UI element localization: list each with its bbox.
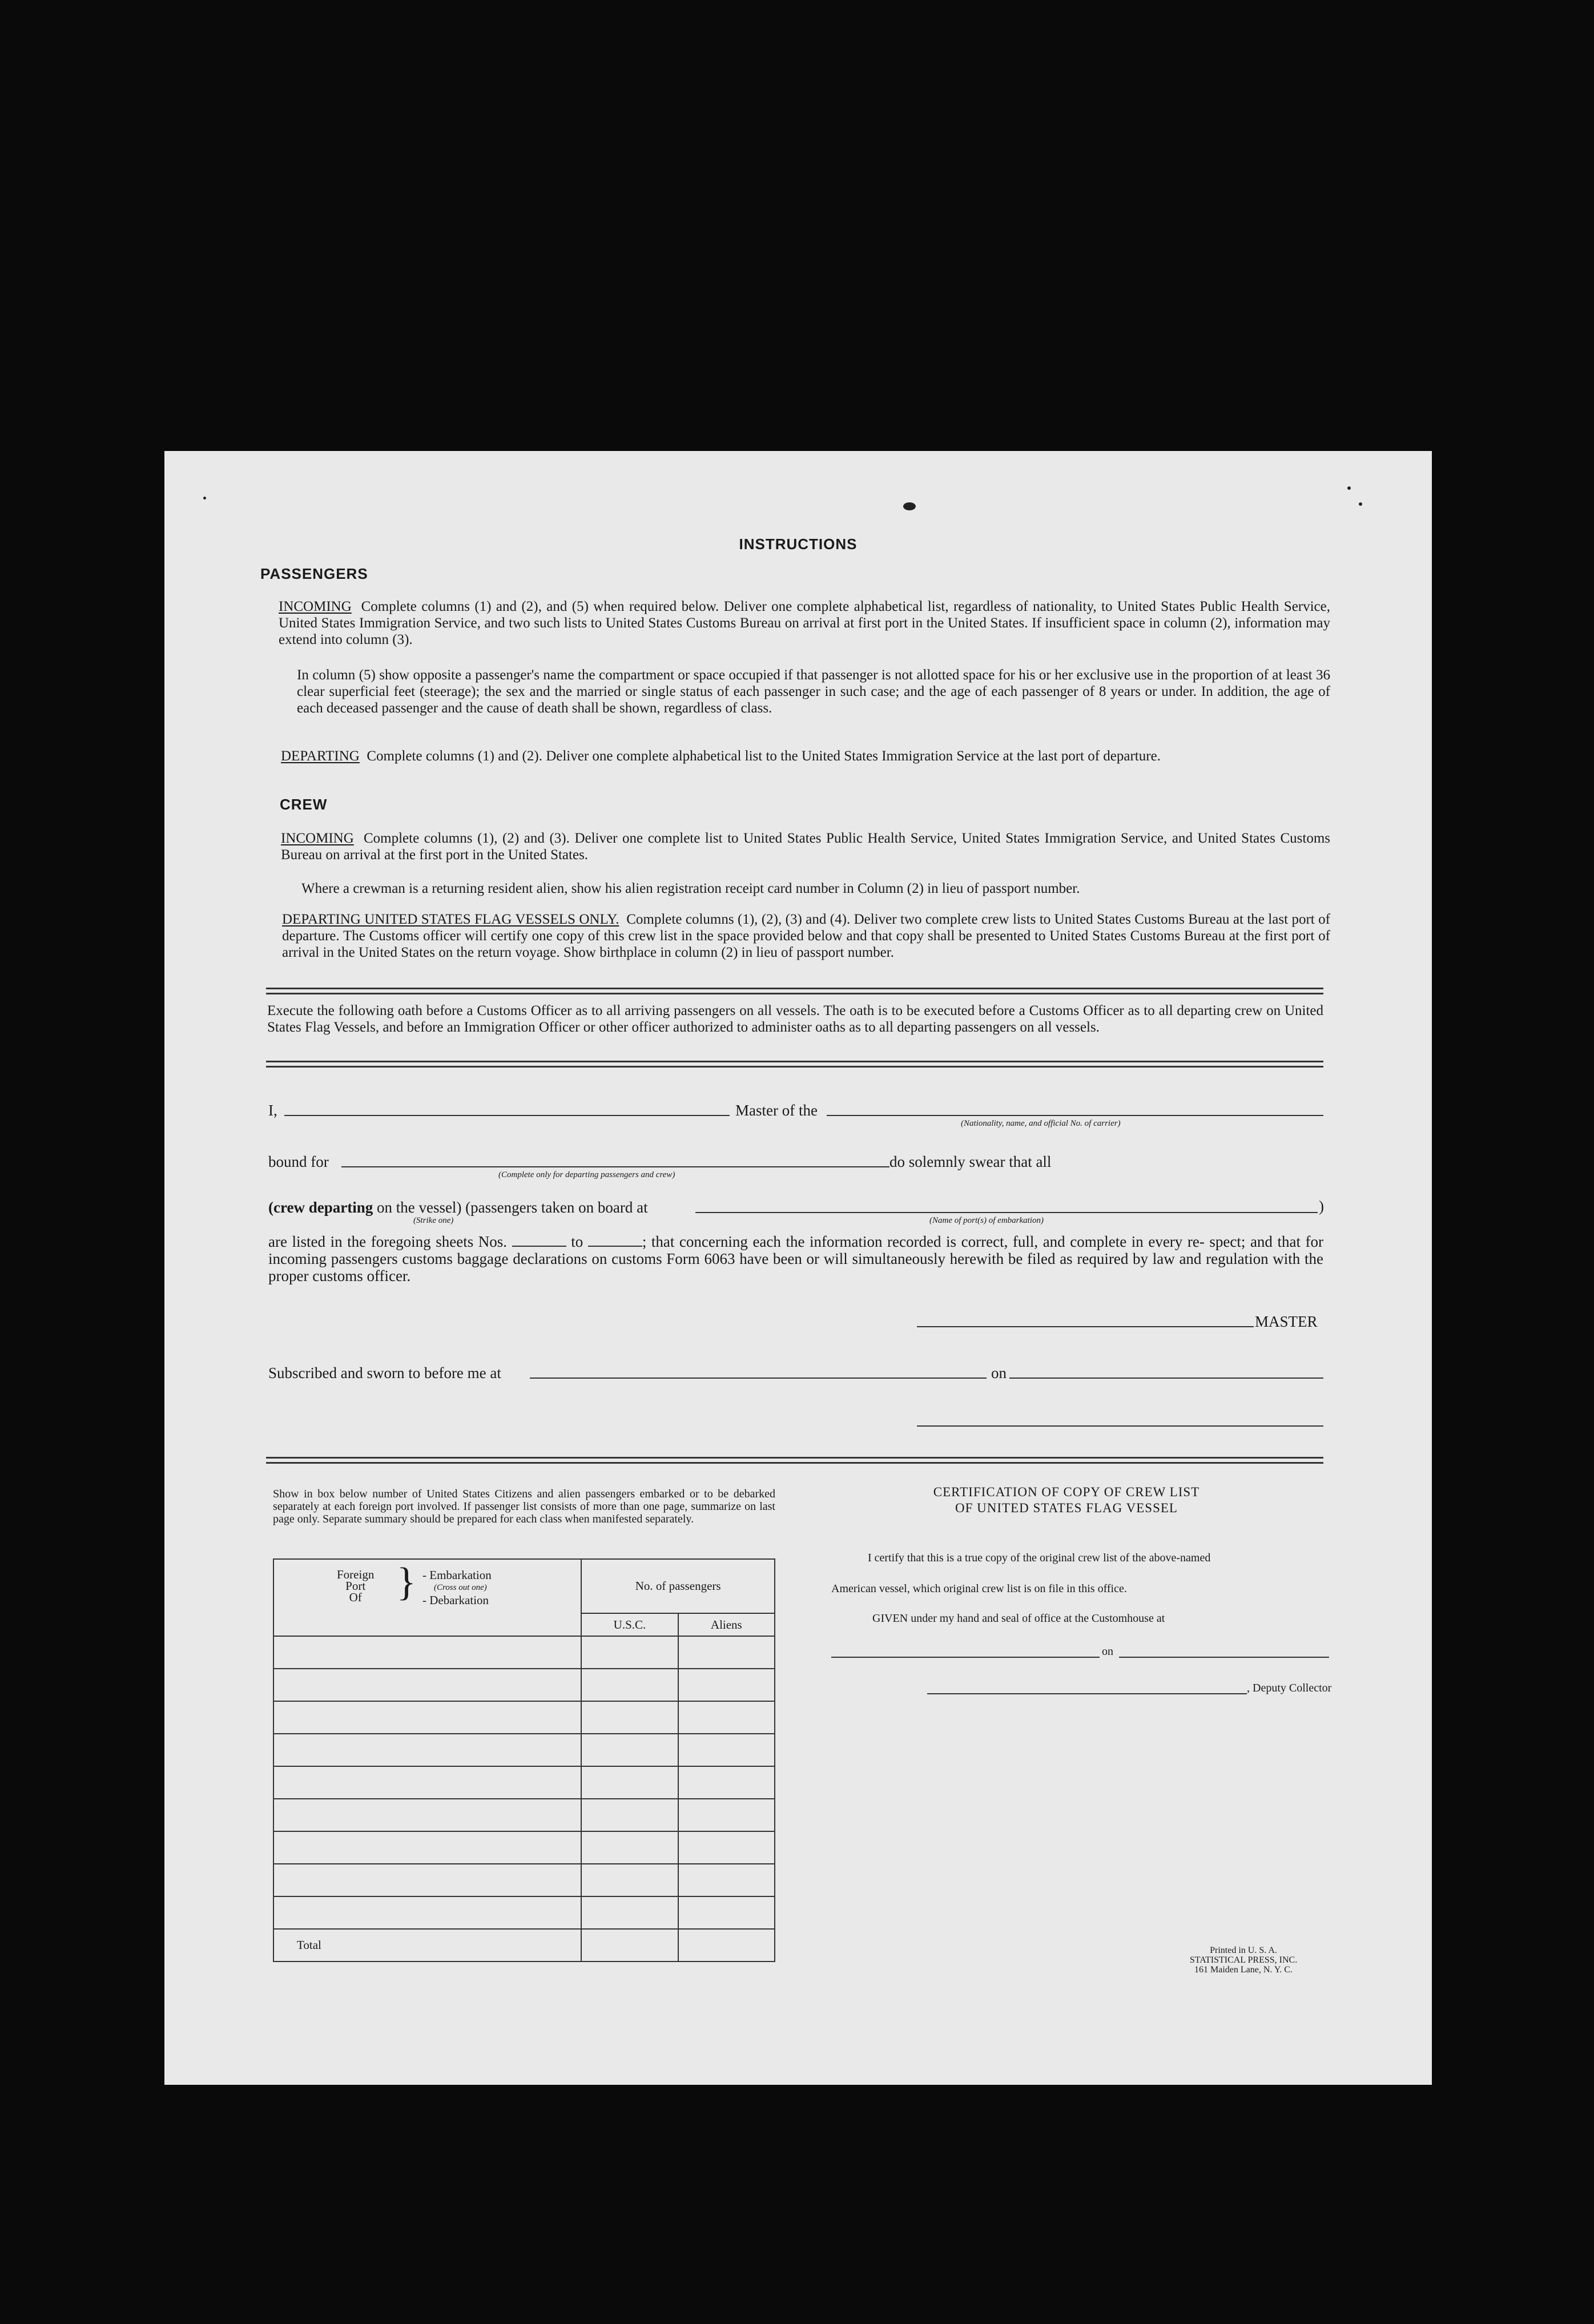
crew-heading: CREW [280, 796, 328, 813]
close-paren: ) [1319, 1198, 1324, 1215]
certify-line1: I certify that this is a true copy of the original crew list of the above-named [868, 1552, 1211, 1564]
total-label: Total [273, 1929, 581, 1961]
passenger-summary-table [273, 1558, 775, 1962]
no-of-passengers-header: No. of passengers [581, 1559, 775, 1613]
crew-departing-paragraph [282, 911, 1330, 961]
sheet-to-blank[interactable] [588, 1246, 642, 1247]
brace-glyph: } [397, 1560, 416, 1604]
table-row [273, 1766, 775, 1799]
divider [266, 1457, 1323, 1464]
column5-paragraph: In column (5) show opposite a passenger's name the compartment or space occupied if that passenger is not allotted space for his or her exclusive use in the proportion of at least 36 clear superficial feet (steerage); the sex and the married or single status of each passenger in such case; and the age of each passenger of 8 years or under. In addition, the age of each deceased passenger and the cause of death shall be shown, regardless of class. [297, 667, 1330, 716]
passengers-departing-text: Complete columns (1) and (2). Deliver one complete alphabetical list to the United States Immigration Service at the last port of departure. [367, 748, 1161, 764]
total-row [273, 1929, 775, 1961]
listed-paragraph [268, 1233, 1323, 1284]
crew-departing-bold: (crew departing [268, 1199, 373, 1216]
subscribed-label: Subscribed and sworn to before me at [268, 1364, 501, 1381]
certification-title [810, 1484, 1323, 1516]
certification-title-line1: CERTIFICATION OF COPY OF CREW LIST [933, 1485, 1200, 1499]
master-label: MASTER [1255, 1313, 1318, 1330]
ink-speck [903, 502, 916, 510]
crew-departing-rest: on the vessel) (passengers taken on board at [376, 1199, 648, 1216]
to-label: to [571, 1233, 583, 1250]
table-row [273, 1734, 775, 1766]
listed-text-b: ; that concerning each the information recorded is correct, full, and complete in every re- [642, 1233, 1205, 1250]
embarkation-label: - Embarkation [422, 1568, 492, 1582]
certification-title-line2: OF UNITED STATES FLAG VESSEL [955, 1501, 1178, 1515]
passengers-incoming-text: Complete columns (1) and (2), and (5) when required below. Deliver one complete alphabetical list, regardless of nationality, to United States Public Health Service, United States Immigration Service, and two such lists to United States Customs Bureau on arrival at first port in the United States. If insufficient space in column (2), information may extend into column (3). [279, 599, 1331, 647]
certify-line3: GIVEN under my hand and seal of office at the Customhouse at [872, 1612, 1165, 1625]
carrier-line[interactable] [827, 1115, 1323, 1116]
cross-out-caption: (Cross out one) [434, 1583, 487, 1592]
table-row [273, 1701, 775, 1734]
divider [266, 988, 1323, 994]
passengers-incoming-paragraph [279, 598, 1330, 648]
ink-speck [1359, 502, 1362, 506]
crew-departing-text: Complete columns (1), (2), (3) and (4). Deliver two complete crew lists to United States Customs Bureau at the last port of departure. The Customs officer will certify one copy of this crew list in the space provided below and that copy shall be presented to United States Customs Bureau at the first port of arrival in the United States on the return voyage. Show birthplace in column (2) in lieu of passport number. [282, 912, 1330, 960]
crew-incoming-label: INCOMING [281, 831, 354, 846]
printer-line2: STATISTICAL PRESS, INC. [1189, 1955, 1298, 1965]
table-row [273, 1669, 775, 1701]
printer-line1: Printed in U. S. A. [1210, 1946, 1277, 1955]
oath-instructions: Execute the following oath before a Customs Officer as to all arriving passengers on all vessels. The oath is to be executed before a Customs Officer as to all departing crew on United States Flag Vessels, and before an Immigration Officer or other officer authorized to administer oaths as to all departing passengers on all vessels. [267, 1003, 1323, 1035]
table-row [273, 1799, 775, 1831]
oath-i-label: I, [268, 1102, 277, 1119]
certify-line2: American vessel, which original crew list is on file in this office. [831, 1582, 1127, 1595]
foreign-label: Foreign [337, 1568, 375, 1581]
bound-for-caption: (Complete only for departing passengers and crew) [498, 1170, 675, 1179]
crew-incoming-text: Complete columns (1), (2) and (3). Deliver one complete list to United States Public Health Service, United States Immigration Service, and United States Customs Bureau on arrival at the first port in the United States. [281, 831, 1331, 863]
passengers-departing-paragraph [281, 748, 1330, 764]
port-caption: (Name of port(s) of embarkation) [929, 1216, 1044, 1225]
officer-signature-line[interactable] [917, 1425, 1323, 1427]
ink-speck [1347, 486, 1351, 490]
printer-line3: 161 Maiden Lane, N. Y. C. [1194, 1965, 1293, 1975]
table-row [273, 1831, 775, 1864]
bound-for-line[interactable] [341, 1166, 889, 1167]
table-row [273, 1896, 775, 1929]
crew-departing-oath [268, 1199, 648, 1217]
aliens-header: Aliens [678, 1613, 775, 1636]
certify-date-line[interactable] [1119, 1657, 1329, 1658]
port-header-cell [273, 1559, 581, 1636]
deputy-collector-label: , Deputy Collector [1247, 1682, 1332, 1694]
carrier-caption: (Nationality, name, and official No. of carrier) [961, 1119, 1121, 1128]
table-row [273, 1864, 775, 1896]
deputy-signature-line[interactable] [927, 1693, 1247, 1694]
form-sheet [164, 451, 1432, 2085]
on-label: on [991, 1364, 1007, 1381]
master-name-line[interactable] [284, 1115, 730, 1116]
master-signature-line[interactable] [917, 1326, 1254, 1327]
embarkation-port-line[interactable] [695, 1212, 1318, 1213]
strike-one-caption: (Strike one) [413, 1216, 454, 1225]
swear-label: do solemnly swear that all [889, 1153, 1052, 1170]
page-title: INSTRUCTIONS [739, 535, 858, 553]
certify-on-label: on [1102, 1645, 1113, 1658]
printer-imprint [1152, 1946, 1335, 1975]
master-of-the-label: Master of the [735, 1102, 818, 1119]
resident-alien-paragraph: Where a crewman is a returning resident alien, show his alien registration receipt card number in Column (2) in lieu of passport number. [301, 881, 1080, 896]
customhouse-line[interactable] [831, 1657, 1100, 1658]
listed-text-a: are listed in the foregoing sheets Nos. [268, 1233, 508, 1250]
debarkation-label: - Debarkation [422, 1593, 489, 1607]
subscribed-date-line[interactable] [1009, 1378, 1323, 1379]
crew-incoming-paragraph [281, 830, 1330, 863]
divider [266, 1061, 1323, 1068]
ink-speck [203, 497, 206, 500]
summary-instructions: Show in box below number of United States Citizens and alien passengers embarked or to be debarked separately at each foreign port involved. If passenger list consists of more than one page, summarize on last page only. Separate summary should be prepared for each class when manifested separately. [273, 1488, 775, 1525]
table-row [273, 1636, 775, 1669]
listed-text-c: spect; and that for incoming passengers customs baggage declarations on customs Form 6063 have been or will simultaneously herewith be filed as required by law and regulation with the proper customs officer. [268, 1233, 1324, 1284]
passengers-incoming-label: INCOMING [279, 599, 352, 614]
passengers-heading: PASSENGERS [260, 565, 368, 582]
subscribed-place-line[interactable] [530, 1378, 987, 1379]
usc-header: U.S.C. [581, 1613, 678, 1636]
of-label: Of [349, 1590, 362, 1604]
crew-departing-label: DEPARTING UNITED STATES FLAG VESSELS ONLY. [282, 912, 619, 927]
port-label: Port [345, 1579, 366, 1593]
sheet-from-blank[interactable] [512, 1246, 566, 1247]
passengers-departing-label: DEPARTING [281, 748, 360, 764]
bound-for-label: bound for [268, 1153, 329, 1170]
